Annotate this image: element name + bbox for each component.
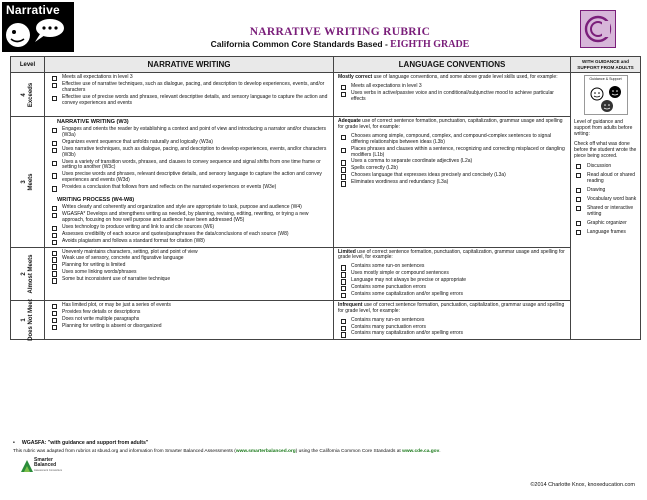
list-item: Contains many capitalization and/or spelling errors (338, 331, 566, 337)
conventions-lead (334, 117, 570, 132)
page-subtitle (160, 39, 520, 50)
header-level: Level (11, 57, 45, 73)
page-title: NARRATIVE WRITING RUBRIC (249, 26, 431, 38)
list-item: Uses narrative techniques, such as dialogue, pacing, and description to develop experiences, events, and/or characters (W3b) (49, 147, 329, 159)
level-cell (11, 117, 45, 248)
guidance-item: Drawing (574, 187, 637, 193)
process-checklist (45, 203, 333, 246)
list-item: Does not write multiple paragraphs (49, 317, 329, 323)
header-writing: NARRATIVE WRITING (45, 57, 334, 73)
knox-logo (580, 10, 616, 48)
smarter-balanced-mark-icon (20, 458, 34, 474)
guidance-intro-2: Check off what was done before the student wrote the piece being scored. (574, 141, 637, 159)
rubric-table (10, 56, 641, 340)
guidance-item: Graphic organizer (574, 220, 637, 226)
list-item: Uses a comma to separate coordinate adjectives (L2a) (338, 159, 566, 165)
guidance-item: Language frames (574, 229, 637, 235)
list-item: Uses technology to produce writing and link to and cite sources (W6) (49, 225, 329, 231)
source-text-b: ) using the California Common Core Standards at (295, 449, 403, 454)
narrative-writing-heading: NARRATIVE WRITING (W3) (57, 119, 129, 125)
cde-link[interactable]: www.cde.ca.gov (402, 449, 440, 454)
level-cell (11, 300, 45, 340)
level-number: 4 (20, 92, 27, 97)
list-item: Writes clearly and coherently and organization and style are appropriate to task, purpose and audience (W4) (49, 205, 329, 211)
list-item: Uses mostly simple or compound sentences (338, 271, 566, 277)
list-item: WGASFA* Develops and strengthens writing as needed, by planning, revising, editing, rewriting, or trying a new approach, focusing on how well purpose and audience have been addressed (W5) (49, 212, 329, 224)
level-number: 2 (20, 272, 27, 276)
level-name: Almost Meets (27, 254, 34, 294)
writing-checklist (45, 248, 333, 286)
list-item: Uses a variety of transition words, phrases, and clauses to convey sequence and signal shifts from one time frame or setting to another (W3c) (49, 160, 329, 172)
conventions-checklist (334, 132, 570, 188)
lead-emphasis: Limited (338, 248, 356, 255)
guidance-item: Discussion (574, 163, 637, 169)
guidance-support-box (584, 75, 628, 115)
sb-line-2: Balanced (34, 462, 57, 468)
row-level-2 (11, 247, 641, 300)
writing-checklist (45, 73, 333, 109)
conventions-lead (334, 301, 570, 316)
list-item: Eliminates wordiness and redundancy (L3a) (338, 180, 566, 186)
logo-mark-icon (581, 11, 615, 47)
list-item: Meets all expectations in level 3 (49, 75, 329, 81)
list-item: Organizes event sequence that unfolds naturally and logically (W3a) (49, 140, 329, 146)
guidance-checklist (574, 163, 637, 235)
list-item: Spells correctly (L2b) (338, 166, 566, 172)
list-item: Contains some punctuation errors (338, 285, 566, 291)
source-note (13, 449, 441, 454)
faces-icon (587, 82, 627, 114)
copyright: ©2014 Charlotte Knox, knoxeducation.com (530, 482, 635, 488)
guidance-item: Vocabulary word bank (574, 196, 637, 202)
lead-text: use of correct sentence formation, punctuation, capitalization, grammar usage and spelling for grade level, for example: (338, 301, 565, 314)
row-level-4 (11, 73, 641, 117)
list-item: Assesses credibility of each source and quotes/paraphrases the data/conclusions of each source (W8) (49, 232, 329, 238)
conventions-lead (334, 73, 570, 82)
writing-cell (45, 247, 334, 300)
smarter-balanced-logo (20, 458, 64, 480)
list-item: Effective use of narrative techniques, such as dialogue, pacing, and description to develop experiences, events, and/or characters (49, 82, 329, 94)
list-item: Uses verbs in active/passive voice and in conditional/subjunctive mood to achieve particular effects (338, 91, 566, 103)
lead-emphasis: Mostly correct (338, 74, 373, 80)
list-item: Some but inconsistent use of narrative technique (49, 277, 329, 283)
writing-cell (45, 73, 334, 117)
lead-emphasis: Infrequent (338, 301, 363, 308)
guidance-item: Read aloud or shared reading (574, 172, 637, 184)
lead-text: use of correct sentence formation, punctuation, capitalization, grammar usage and spelling for grade level, for example: (338, 118, 563, 130)
header-conventions: LANGUAGE CONVENTIONS (334, 57, 571, 73)
header-guidance: WITH GUIDANCE and SUPPORT FROM ADULTS (571, 57, 641, 73)
list-item: Uses some linking words/phrases (49, 270, 329, 276)
list-item: Provides a conclusion that follows from and reflects on the narrated experiences or events (W3e) (49, 185, 329, 191)
list-item: Unevenly maintains characters, setting, plot and point of view (49, 250, 329, 256)
list-item: Chooses language that expresses ideas precisely and concisely (L3a) (338, 173, 566, 179)
list-item: Places phrases and clauses within a sentence, recognizing and correcting misplaced or dangling modifiers (L1b) (338, 147, 566, 159)
conventions-checklist (334, 82, 570, 105)
writing-cell (45, 117, 334, 248)
list-item: Contains some run-on sentences (338, 264, 566, 270)
level-number: 3 (20, 180, 27, 184)
guidance-intro (574, 119, 637, 159)
level-number: 1 (20, 318, 27, 322)
list-item: Contains many punctuation errors (338, 325, 566, 331)
conventions-cell (334, 117, 571, 248)
row-level-1 (11, 300, 641, 340)
list-item: Uses precise words and phrases, relevant descriptive details, and sensory language to capture the action and convey experiences and events (W3d) (49, 172, 329, 184)
badge-label: Narrative (6, 3, 60, 17)
writing-checklist (45, 125, 333, 193)
sb-line-1: Smarter (34, 457, 53, 463)
conventions-cell (334, 300, 571, 340)
conventions-cell (334, 73, 571, 117)
list-item: Language may not always be precise or appropriate (338, 278, 566, 284)
storyteller-icon (2, 16, 74, 52)
source-text-a: This rubric was adapted from rubrics at sbusd.org and information from Smarter Balanced Assessments ( (13, 449, 236, 454)
conventions-cell (334, 247, 571, 300)
list-item: Planning for writing is limited (49, 263, 329, 269)
list-item: Effective use of precise words and phrases, relevant descriptive details, and sensory language to capture the action and convey experiences and events (49, 95, 329, 107)
list-item: Contains many run-on sentences (338, 318, 566, 324)
source-text-c: . (439, 449, 441, 454)
sb-line-3: Assessment Consortium (34, 469, 63, 472)
writing-process-heading: WRITING PROCESS (W4-W8) (57, 197, 135, 204)
writing-checklist (45, 301, 333, 332)
level-name: Does Not Meet (27, 299, 34, 341)
row-level-3 (11, 117, 641, 248)
header-row (11, 57, 641, 73)
writing-cell (45, 300, 334, 340)
guidance-intro-1: Level of guidance and support from adults before writing: (574, 119, 633, 137)
list-item: Has limited plot, or may be just a series of events (49, 303, 329, 309)
grade-label: EIGHTH GRADE (390, 39, 470, 50)
guidance-cell (571, 73, 641, 340)
lead-text: use of language conventions, and some above grade level skills used, for example: (372, 74, 558, 80)
list-item: Meets all expectations in level 3 (338, 84, 566, 90)
guidance-box-label: Guidance & Support (589, 77, 622, 81)
list-item: Provides few details or descriptions (49, 310, 329, 316)
guidance-item: Shared or interactive writing (574, 205, 637, 217)
level-cell (11, 247, 45, 300)
list-item: Contains some capitalization and/or spelling errors (338, 292, 566, 298)
conventions-lead (334, 248, 570, 263)
lead-emphasis: Adequate (338, 118, 361, 124)
level-cell (11, 73, 45, 117)
lead-text: use of correct sentence formation, punctuation, capitalization, grammar usage and spelling for grade level, for example: (338, 248, 565, 261)
conventions-checklist (334, 316, 570, 340)
wgasfa-footnote: • WGASFA: "with guidance and support from adults" (13, 440, 148, 446)
level-name: Meets (27, 173, 34, 191)
list-item: Engages and orients the reader by establishing a context and point of view and introducing a narrator and/or characters (W3a) (49, 127, 329, 139)
narrative-badge (2, 2, 74, 52)
list-item: Chooses among simple, compound, complex, and compound-complex sentences to signal differing relationships between ideas (L3b) (338, 134, 566, 146)
list-item: Planning for writing is absent or disorganized (49, 324, 329, 330)
smarterbalanced-link[interactable]: www.smarterbalanced.org (235, 449, 296, 454)
conventions-checklist (334, 262, 570, 300)
list-item: Avoids plagiarism and follows a standard format for citation (W8) (49, 239, 329, 245)
level-name: Exceeds (27, 82, 34, 107)
list-item: Weak use of sensory, concrete and figurative language (49, 256, 329, 262)
subtitle-text: California Common Core Standards Based - (210, 39, 388, 49)
